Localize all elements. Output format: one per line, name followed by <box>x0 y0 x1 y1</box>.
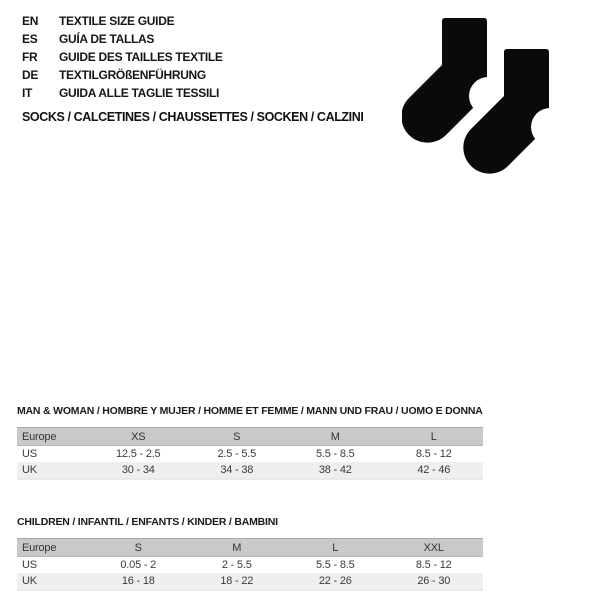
column-header-region: Europe <box>17 539 89 557</box>
column-header-size: L <box>385 428 484 446</box>
size-cell: 16 - 18 <box>121 575 155 587</box>
size-cell: 38 - 42 <box>318 464 352 476</box>
row-label: US <box>22 559 37 571</box>
size-cell: 2 - 5.5 <box>221 559 252 571</box>
language-row-en <box>22 12 223 30</box>
table-row-us <box>17 557 483 574</box>
language-label: GUIDA ALLE TAGLIE TESSILI <box>59 86 220 100</box>
language-row-de <box>22 66 223 84</box>
language-row-it <box>22 84 223 102</box>
adult-table-title: MAN & WOMAN / HOMBRE Y MUJER / HOMME ET FEMME / MANN UND FRAU / UOMO E DONNA <box>17 405 483 417</box>
size-cell: 2.5 - 5.5 <box>217 448 257 460</box>
children-table-title: CHILDREN / INFANTIL / ENFANTS / KINDER / BAMBINI <box>17 516 278 528</box>
size-cell: 30 - 34 <box>121 464 155 476</box>
column-header-size: S <box>89 539 188 557</box>
column-header-size: S <box>188 428 287 446</box>
size-cell: 26 - 30 <box>417 575 451 587</box>
adult-size-table-block <box>17 405 483 480</box>
category-line: SOCKS / CALCETINES / CHAUSSETTES / SOCKEN / CALZINI <box>22 110 364 124</box>
size-cell: 8.5 - 12 <box>415 448 452 460</box>
size-cell: 12.5 - 2.5 <box>116 448 161 460</box>
language-code: DE <box>22 68 39 82</box>
adult-size-table <box>17 427 483 480</box>
language-code: IT <box>22 86 33 100</box>
language-code: FR <box>22 50 38 64</box>
socks-icon <box>402 14 582 184</box>
language-code: EN <box>22 14 39 28</box>
size-cell: 5.5 - 8.5 <box>315 559 355 571</box>
table-row-uk <box>17 462 483 479</box>
size-cell: 0.05 - 2 <box>120 559 157 571</box>
language-row-fr <box>22 48 223 66</box>
row-label: UK <box>22 575 37 587</box>
language-list <box>22 12 223 102</box>
row-label: UK <box>22 464 37 476</box>
children-size-table-block <box>17 516 483 591</box>
size-cell: 18 - 22 <box>220 575 254 587</box>
table-row-uk <box>17 573 483 590</box>
size-cell: 8.5 - 12 <box>415 559 452 571</box>
language-row-es <box>22 30 223 48</box>
column-header-size: M <box>286 428 385 446</box>
size-cell: 5.5 - 8.5 <box>315 448 355 460</box>
language-label: TEXTILE SIZE GUIDE <box>59 14 175 28</box>
language-label: GUÍA DE TALLAS <box>59 32 155 46</box>
table-header-row <box>17 539 483 557</box>
table-row-us <box>17 446 483 463</box>
children-size-table <box>17 538 483 591</box>
language-code: ES <box>22 32 38 46</box>
size-cell: 42 - 46 <box>417 464 451 476</box>
row-label: US <box>22 448 37 460</box>
socks-icon-svg <box>402 14 582 184</box>
language-label: GUIDE DES TAILLES TEXTILE <box>59 50 223 64</box>
column-header-size: M <box>188 539 287 557</box>
size-tables-section <box>17 405 483 591</box>
column-header-size: XXL <box>385 539 484 557</box>
size-cell: 22 - 26 <box>318 575 352 587</box>
table-header-row <box>17 428 483 446</box>
column-header-size: XS <box>89 428 188 446</box>
column-header-region: Europe <box>17 428 89 446</box>
column-header-size: L <box>286 539 385 557</box>
size-cell: 34 - 38 <box>220 464 254 476</box>
language-label: TEXTILGRÖßENFÜHRUNG <box>59 68 206 82</box>
